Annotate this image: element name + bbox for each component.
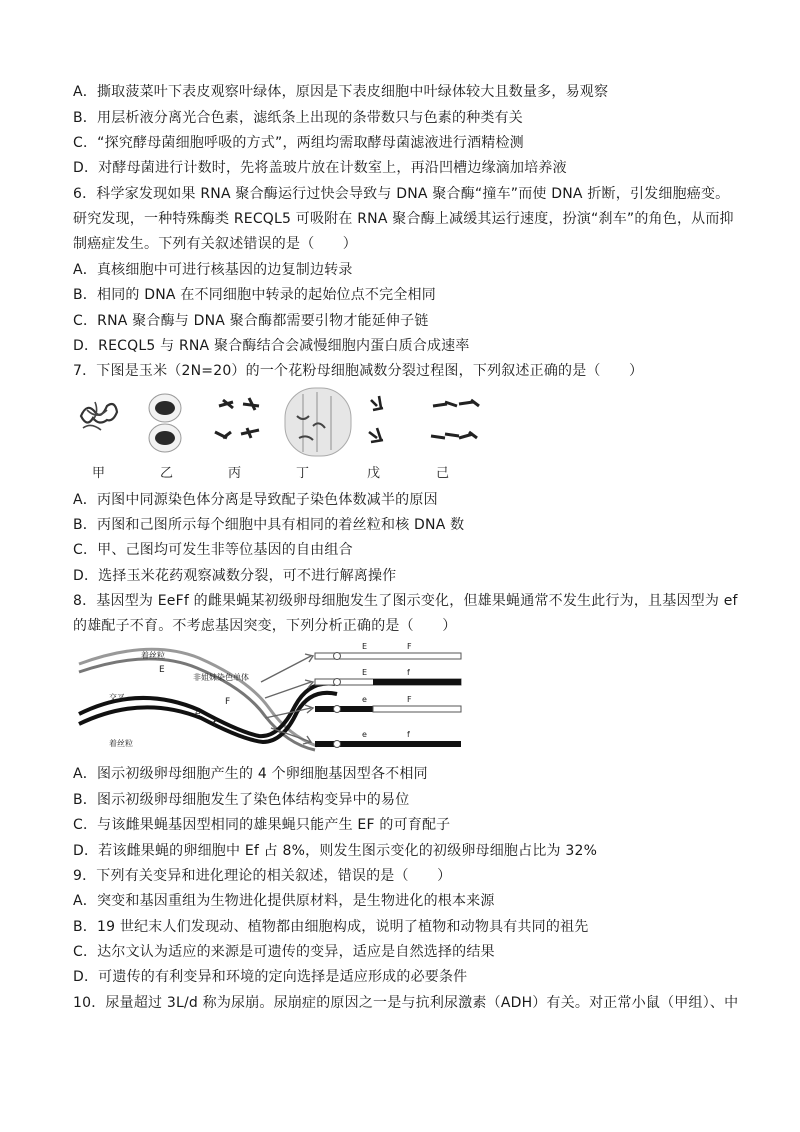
micrograph-wu: [369, 396, 383, 442]
micrograph-jia: [81, 402, 117, 430]
label-ji: 己: [436, 466, 450, 481]
option-c: C．甲、己图均可发生非等位基因的自由组合: [73, 542, 353, 558]
gene-label: e: [362, 695, 367, 704]
gene-label: f: [407, 668, 410, 677]
option-d: D．可遗传的有利变异和环境的定向选择是适应形成的必要条件: [73, 969, 468, 985]
nonsister-label: 非姐妹染色单体: [193, 673, 249, 682]
gene-f-left: f: [213, 719, 217, 729]
option-c: C．与该雌果蝇基因型相同的雄果蝇只能产生 EF 的可育配子: [73, 817, 451, 833]
micrograph-yi: [149, 394, 181, 452]
text-line: 制癌症发生。下列有关叙述错误的是（ ）: [73, 236, 357, 252]
gene-label: E: [362, 668, 368, 677]
micrograph-bing: [215, 398, 259, 438]
chromatid-EF: [315, 642, 461, 660]
option-c: C．RNA 聚合酶与 DNA 聚合酶都需要引物才能延伸子链: [73, 313, 429, 329]
option-b: B．丙图和己图所示每个细胞中具有相同的着丝粒和核 DNA 数: [73, 517, 465, 533]
option-b: B．19 世纪末人们发现动、植物都由细胞构成，说明了植物和动物具有共同的祖先: [73, 919, 589, 935]
option-d: D．选择玉米花药观察减数分裂，可不进行解离操作: [73, 568, 397, 584]
gene-label: E: [362, 642, 368, 651]
label-wu: 戊: [367, 466, 381, 481]
question-9: 9．下列有关变异和进化理论的相关叙述，错误的是（ ）: [73, 868, 452, 884]
label-ding: 丁: [296, 466, 310, 481]
option-a: A．图示初级卵母细胞产生的 4 个卵细胞基因型各不相同: [73, 766, 428, 782]
text-line: B．用层析液分离光合色素，滤纸条上出现的条带数只与色素的种类有关: [73, 110, 524, 126]
gene-F-left: F: [225, 697, 231, 707]
option-a: A．真核细胞中可进行核基因的边复制边转录: [73, 262, 353, 278]
gene-label: e: [362, 730, 367, 739]
crossover-figure: [75, 642, 465, 754]
text-line: C．“探究酵母菌细胞呼吸的方式”，两组均需取酵母菌滤液进行酒精检测: [73, 135, 524, 151]
text-line: A．撕取菠菜叶下表皮观察叶绿体，原因是下表皮细胞中叶绿体较大且数量多，易观察: [73, 84, 609, 100]
crossover-label: 交叉: [109, 693, 125, 702]
option-b: B．相同的 DNA 在不同细胞中转录的起始位点不完全相同: [73, 287, 436, 303]
gene-label: F: [407, 642, 412, 651]
question-7: 7．下图是玉米（2N=20）的一个花粉母细胞减数分裂过程图，下列叙述正确的是（ ）: [73, 363, 644, 379]
label-jia: 甲: [92, 466, 106, 481]
option-a: A．突变和基因重组为生物进化提供原材料，是生物进化的根本来源: [73, 893, 495, 909]
text-line: D．对酵母菌进行计数时，先将盖玻片放在计数室上，再沿凹槽边缘滴加培养液: [73, 160, 567, 176]
micrograph-ding: [285, 388, 351, 456]
chromatid-ef: [315, 730, 461, 748]
micrograph-ji: [431, 400, 479, 438]
question-10: 10．尿量超过 3L/d 称为尿崩。尿崩症的原因之一是与抗利尿激素（ADH）有关。对正常小鼠（甲组）、中: [73, 995, 739, 1011]
centromere-label-bottom: 着丝粒: [109, 739, 133, 748]
meiosis-figure: [73, 386, 483, 460]
option-a: A．丙图中同源染色体分离是导致配子染色体数减半的原因: [73, 492, 438, 508]
question-6: 6．科学家发现如果 RNA 聚合酶运行过快会导致与 DNA 聚合酶“撞车”而使 DNA 折断，引发细胞癌变。: [73, 186, 730, 202]
option-d: D．若该雌果蝇的卵细胞中 Ef 占 8%，则发生图示变化的初级卵母细胞占比为 32%: [73, 843, 598, 859]
label-bing: 丙: [228, 466, 242, 481]
label-yi: 乙: [160, 466, 174, 481]
gene-E-left: E: [159, 665, 165, 675]
gene-label: F: [407, 695, 412, 704]
option-b: B．图示初级卵母细胞发生了染色体结构变异中的易位: [73, 792, 410, 808]
option-c: C．达尔文认为适应的来源是可遗传的变异，适应是自然选择的结果: [73, 944, 495, 960]
chromatid-Ef: [315, 668, 461, 686]
option-d: D．RECQL5 与 RNA 聚合酶结合会减慢细胞内蛋白质合成速率: [73, 338, 470, 354]
gene-label: f: [407, 730, 410, 739]
text-line: 的雄配子不育。不考虑基因突变，下列分析正确的是（ ）: [73, 618, 457, 634]
chromatid-eF: [315, 695, 461, 713]
question-8: 8．基因型为 EeFf 的雌果蝇某初级卵母细胞发生了图示变化，但雄果蝇通常不发生此行为，且基因型为 ef: [73, 593, 738, 609]
centromere-label-top: 着丝粒: [141, 651, 165, 660]
gene-e-left: e: [195, 709, 201, 719]
text-line: 研究发现，一种特殊酶类 RECQL5 可吸附在 RNA 聚合酶上减缓其运行速度，扮演“刹车”的角色，从而抑: [73, 211, 734, 227]
